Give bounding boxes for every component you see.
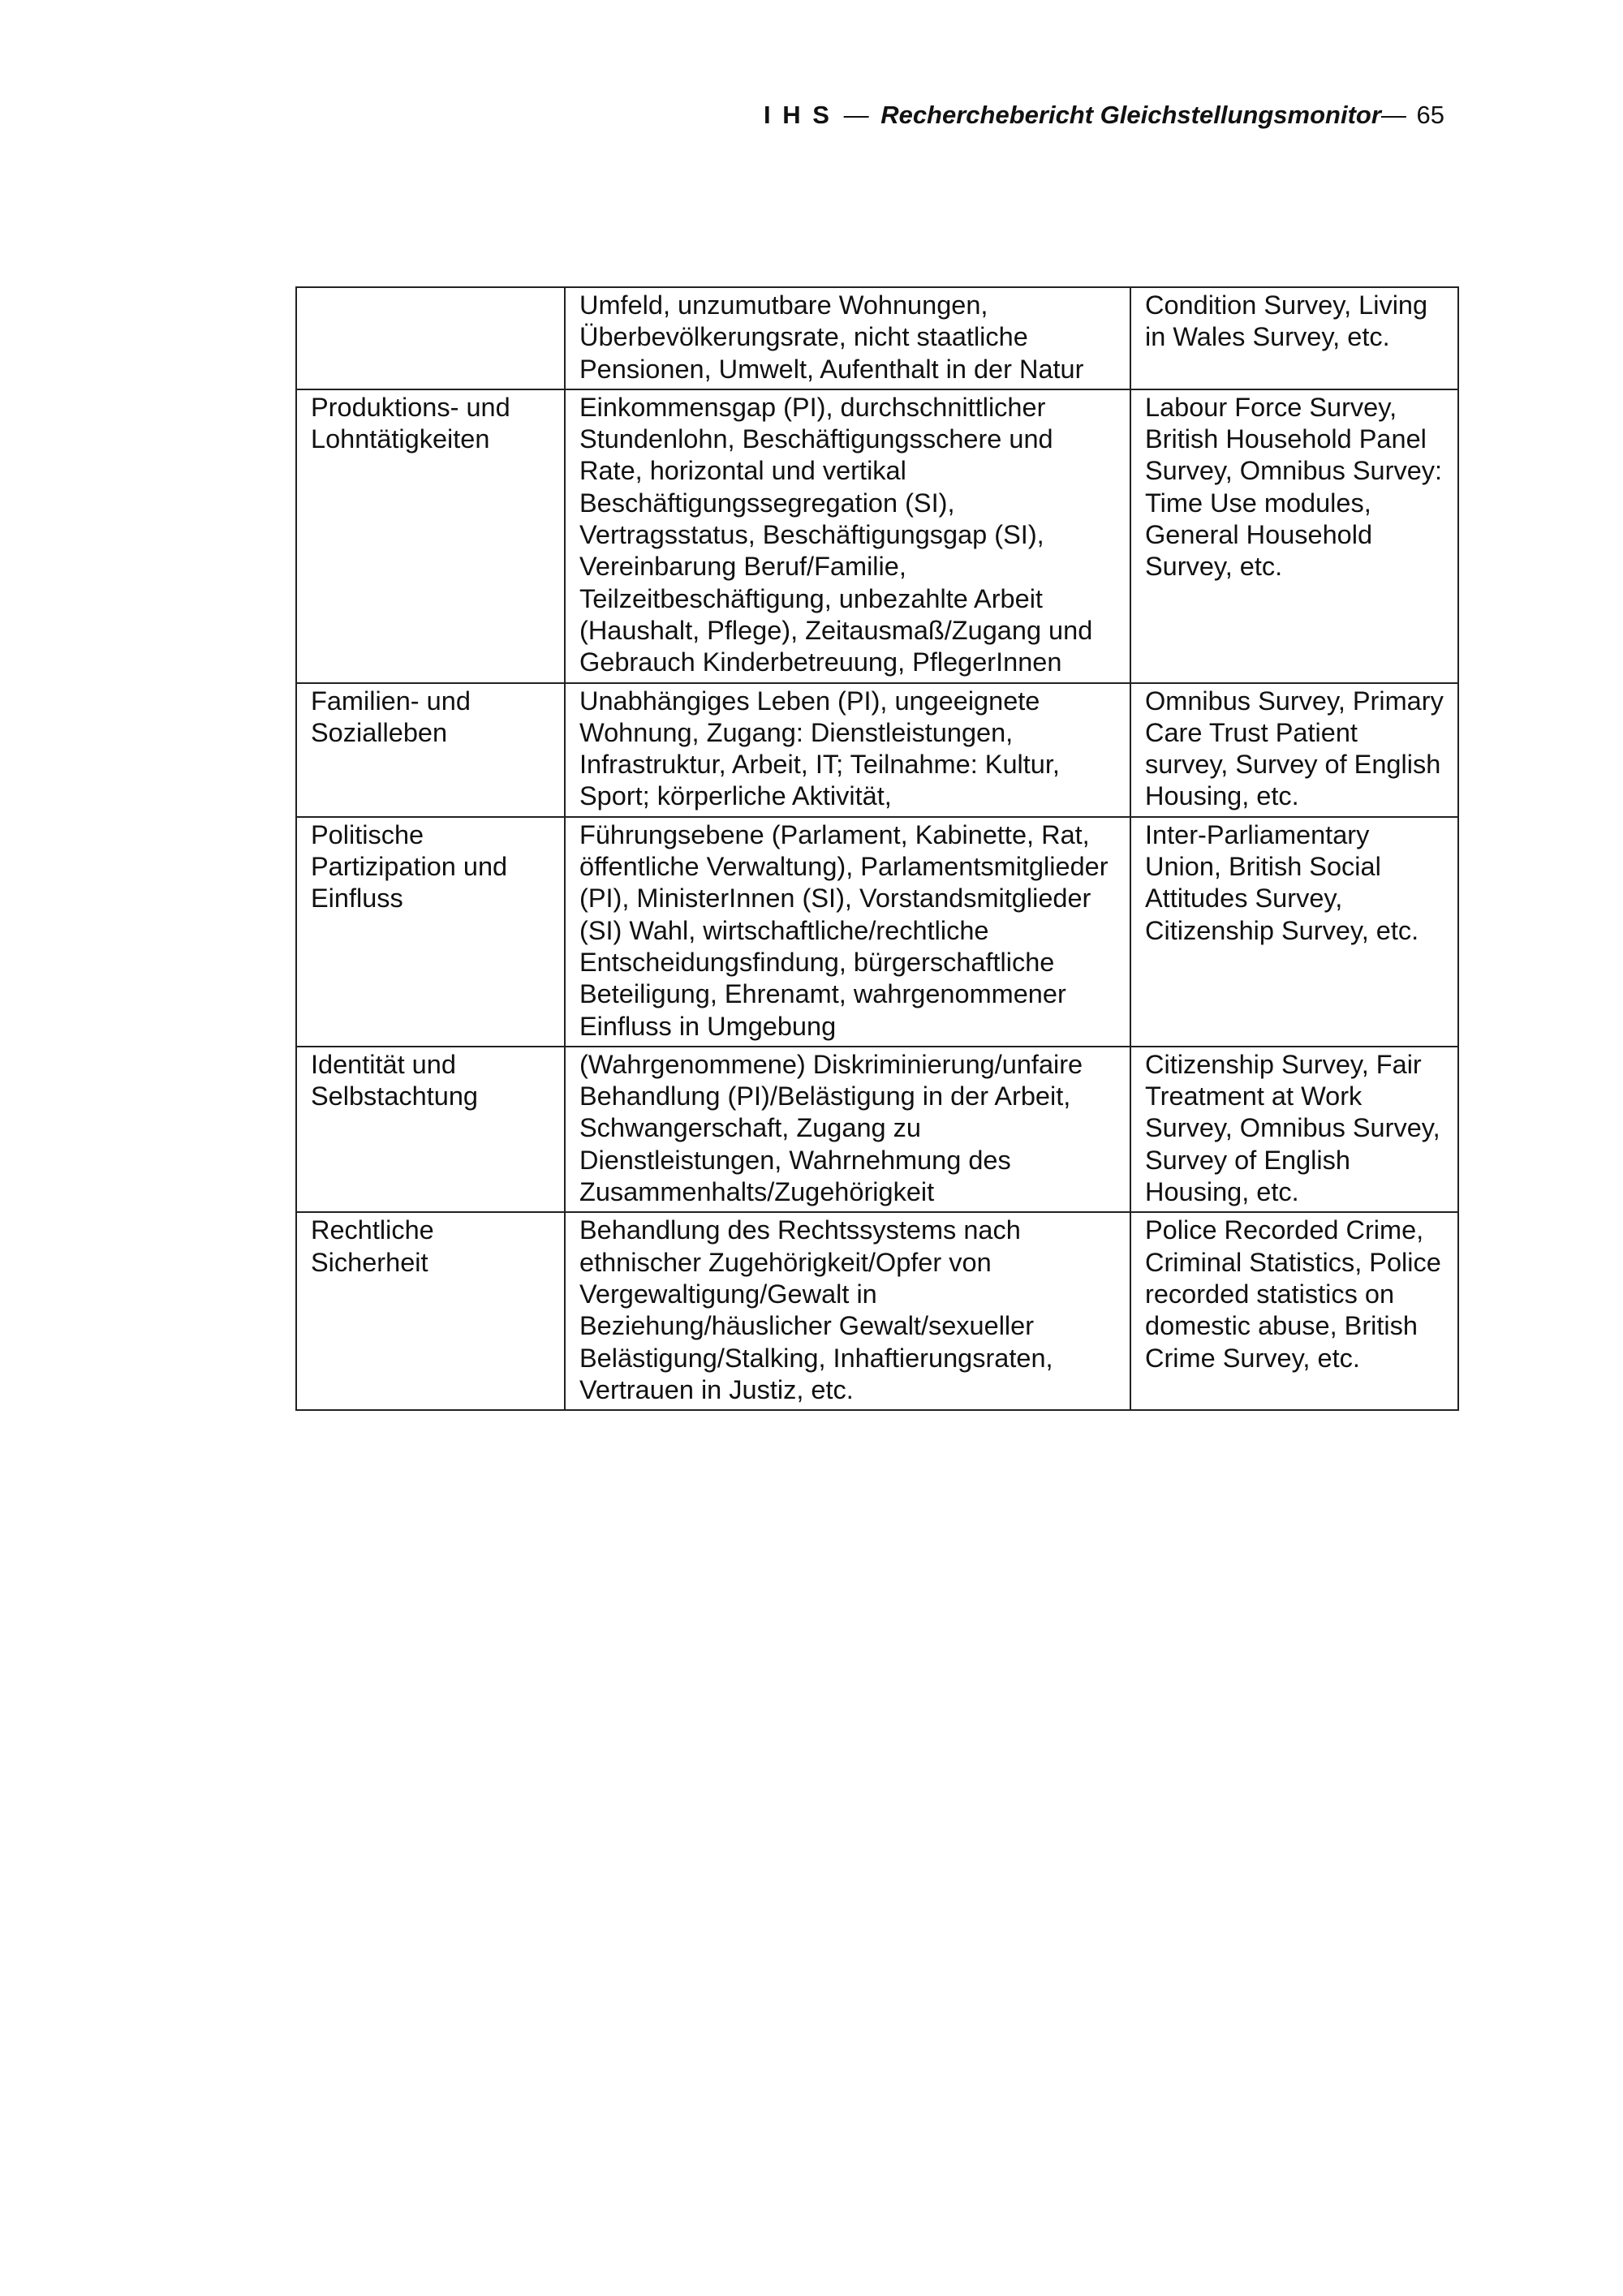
sources-cell: Citizenship Survey, Fair Treatment at Work Survey, Omnibus Survey, Survey of English Housing, etc. bbox=[1130, 1047, 1458, 1212]
header-org: I H S bbox=[764, 101, 832, 129]
indicators-cell: Unabhängiges Leben (PI), ungeeignete Wohnung, Zugang: Dienstleistungen, Infrastruktur, Arbeit, IT; Teilnahme: Kultur, Sport; körperliche Aktivität, bbox=[565, 683, 1130, 817]
domain-cell: Politische Partizipation und Einfluss bbox=[296, 817, 565, 1047]
page-number: 65 bbox=[1416, 101, 1444, 129]
indicator-table bbox=[295, 286, 1459, 1411]
sources-cell: Labour Force Survey, British Household Panel Survey, Omnibus Survey: Time Use modules, General Household Survey, etc. bbox=[1130, 389, 1458, 683]
indicators-cell: Umfeld, unzumutbare Wohnungen, Überbevölkerungsrate, nicht staatliche Pensionen, Umwelt, Aufenthalt in der Natur bbox=[565, 287, 1130, 389]
table-row bbox=[296, 1212, 1458, 1410]
indicators-cell: (Wahrgenommene) Diskriminierung/unfaire Behandlung (PI)/Belästigung in der Arbeit, Schwangerschaft, Zugang zu Dienstleistungen, Wahrnehmung des Zusammenhalts/Zugehörigkeit bbox=[565, 1047, 1130, 1212]
indicators-cell: Behandlung des Rechtssystems nach ethnischer Zugehörigkeit/Opfer von Vergewaltigung/Gewalt in Beziehung/häuslicher Gewalt/sexueller Belästigung/Stalking, Inhaftierungsraten, Vertrauen in Justiz, etc. bbox=[565, 1212, 1130, 1410]
header-title: Recherchebericht Gleichstellungsmonitor bbox=[880, 101, 1381, 129]
sources-cell: Condition Survey, Living in Wales Survey, etc. bbox=[1130, 287, 1458, 389]
sources-cell: Inter-Parliamentary Union, British Social Attitudes Survey, Citizenship Survey, etc. bbox=[1130, 817, 1458, 1047]
table-row bbox=[296, 389, 1458, 683]
table-row bbox=[296, 1047, 1458, 1212]
indicators-cell: Führungsebene (Parlament, Kabinette, Rat, öffentliche Verwaltung), Parlamentsmitglieder (PI), MinisterInnen (SI), Vorstandsmitglieder (SI) Wahl, wirtschaftliche/rechtliche Entscheidungsfindung, bürgerschaftliche Beteiligung, Ehrenamt, wahrgenommener Einfluss in Umgebung bbox=[565, 817, 1130, 1047]
header-page-separator: — bbox=[1380, 101, 1406, 129]
domain-cell: Produktions- und Lohntätigkeiten bbox=[296, 389, 565, 683]
sources-cell: Omnibus Survey, Primary Care Trust Patient survey, Survey of English Housing, etc. bbox=[1130, 683, 1458, 817]
table-row bbox=[296, 287, 1458, 389]
domain-cell: Rechtliche Sicherheit bbox=[296, 1212, 565, 1410]
table-row bbox=[296, 817, 1458, 1047]
domain-cell: Familien- und Sozialleben bbox=[296, 683, 565, 817]
sources-cell: Police Recorded Crime, Criminal Statistics, Police recorded statistics on domestic abuse, British Crime Survey, etc. bbox=[1130, 1212, 1458, 1410]
indicators-cell: Einkommensgap (PI), durchschnittlicher Stundenlohn, Beschäftigungsschere und Rate, horizontal und vertikal Beschäftigungssegregation (SI), Vertragsstatus, Beschäftigungsgap (SI), Vereinbarung Beruf/Familie, Teilzeitbeschäftigung, unbezahlte Arbeit (Haushalt, Pflege), Zeitausmaß/Zugang und Gebrauch Kinderbetreuung, PflegerInnen bbox=[565, 389, 1130, 683]
running-header bbox=[764, 99, 1444, 131]
header-separator: — bbox=[843, 101, 869, 129]
table-row bbox=[296, 683, 1458, 817]
domain-cell: Identität und Selbstachtung bbox=[296, 1047, 565, 1212]
domain-cell bbox=[296, 287, 565, 389]
